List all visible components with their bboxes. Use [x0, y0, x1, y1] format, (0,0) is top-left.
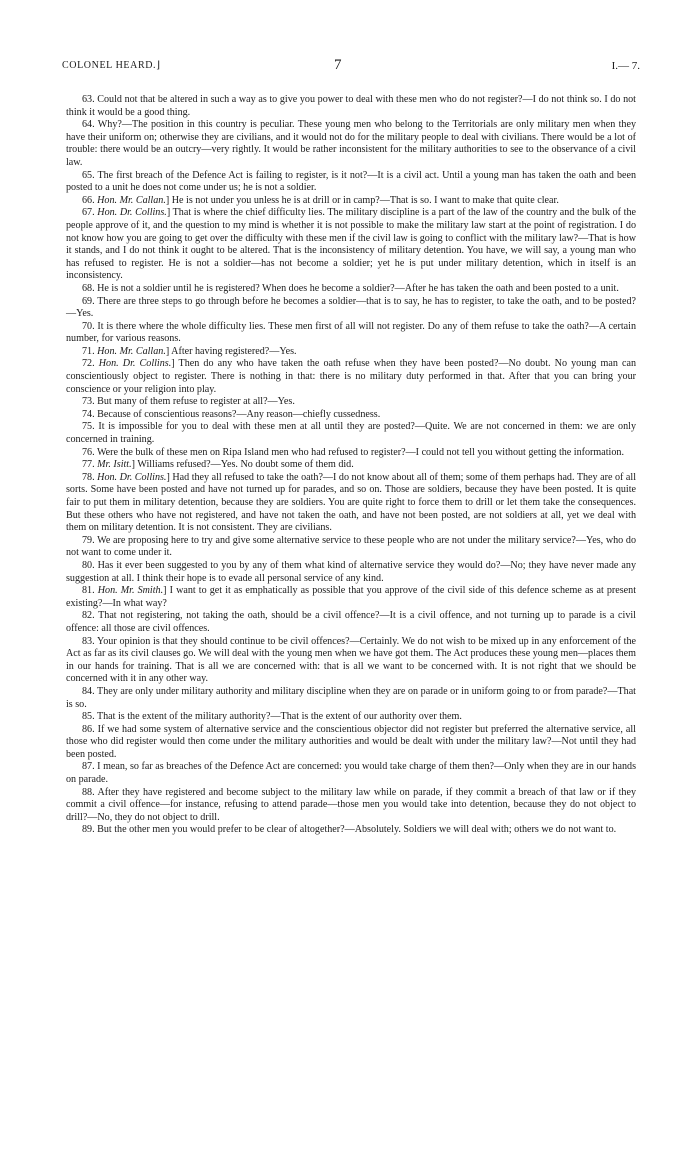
speaker-name: Hon. Mr. Callan. — [97, 194, 166, 206]
testimony-paragraph — [66, 409, 636, 422]
question-number: 66. — [82, 194, 98, 206]
paragraph-text: 68. He is not a soldier until he is registered? When does he become a soldier?—After he has taken the oath and been posted to a unit. — [82, 282, 619, 294]
paragraph-text: 65. The first breach of the Defence Act is failing to register, is it not?—It is a civil act. Until a young man has taken the oath and been posted to a unit he does not come under us; he is not a soldier. — [66, 169, 636, 194]
paragraph-text: ] That is where the chief difficulty lies. The military discipline is a part of the law of the country and the bulk of the people approve of it, and the question to my mind is whether it is not possible to make the military law start at the point of registration. I do not know how you are going to get over the difficulty with these men if the civil law is going to conflict with the military law?—That is how it stands, and I do not think it ought to be altered. That is the inconsistency of military detention. You have, we will say, a young man who has refused to register. He is not a soldier—has not become a soldier; yet he is put under military detention, which in itself is an inconsistency. — [66, 207, 636, 282]
testimony-paragraph — [66, 535, 636, 560]
paragraph-text: ] He is not under you unless he is at drill or in camp?—That is so. I want to make that quite clear. — [165, 194, 559, 206]
paragraph-text: 89. But the other men you would prefer to be clear of altogether?—Absolutely. Soldiers we will deal with; others we do not want to. — [82, 824, 617, 836]
paragraph-text: 82. That not registering, not taking the oath, should be a civil offence?—It is a civil offence, and not turning up to parade is a civil offence: all those are civil offences. — [66, 610, 636, 634]
speaker-name: Mr. Isitt. — [97, 459, 132, 471]
testimony-paragraph — [66, 283, 636, 296]
testimony-paragraph — [66, 396, 636, 409]
testimony-paragraph — [66, 346, 636, 359]
testimony-paragraph — [66, 711, 636, 724]
paragraph-text: 75. It is impossible for you to deal with these men at all until they are posted?—Quite. We are not concerned in them: we are only concerned in training. — [66, 421, 636, 446]
speaker-name: Hon. Mr. Callan. — [97, 345, 166, 357]
paragraph-text: ] Then do any who have taken the oath refuse when they have been posted?—No doubt. No young man can conscientiously object to register. There is nothing in that: there is no military duty performed in that. After that you can bring your conscience or your religion into play. — [66, 358, 636, 395]
testimony-paragraph — [66, 321, 636, 346]
paragraph-text: ] After having registered?—Yes. — [165, 345, 297, 357]
paragraph-text: 88. After they have registered and become subject to the military law while on parade, if they commit a breach of that law or if they commit a civil offence—for instance, refusing to attend parade—those men you would take into detention, because they do not object to drill?—No, they do not object to drill. — [66, 786, 636, 823]
paragraph-text: 87. I mean, so far as breaches of the Defence Act are concerned: you would take charge of them then?—Only when they are in our hands on parade. — [66, 761, 636, 786]
paragraph-text: 64. Why?—The position in this country is peculiar. These young men who belong to the Territorials are only military men when they have their uniform on; otherwise they are civilians, and it would not do for the military people to deal with civilians. There would be a lot of trouble: there would be an outcry—very rightly. It would be rather inconsistent for the military authorities to see to the observance of a civil law. — [66, 119, 636, 168]
testimony-paragraph — [66, 447, 636, 460]
paragraph-text: 63. Could not that be altered in such a way as to give you power to deal with these men who do not register?—I do not think so. I do not think it would be a good thing. — [66, 94, 636, 118]
paragraph-text: 84. They are only under military authority and military discipline when they are on parade or in uniform going to or from parade?—That is so. — [66, 685, 636, 710]
testimony-paragraph — [66, 560, 636, 585]
testimony-paragraph — [66, 636, 636, 686]
paragraph-text: 80. Has it ever been suggested to you by any of them what kind of alternative service they would do?—No; they have never made any suggestion at all. I think their hope is to evade all personal service of any kind. — [66, 559, 636, 584]
paragraph-text: 86. If we had some system of alternative service and the conscientious objector did not register but preferred the alternative service, all those who did register would then come under the military authorities and would be dealt with under the military law?—Not until they had been posted. — [66, 723, 636, 760]
paragraph-text: 73. But many of them refuse to register at all?—Yes. — [82, 396, 295, 408]
question-number: 78. — [82, 471, 98, 483]
question-number: 81. — [82, 585, 98, 597]
testimony-paragraph — [66, 195, 636, 208]
testimony-paragraph — [66, 686, 636, 711]
document-reference: I.— 7. — [611, 60, 640, 72]
testimony-paragraph — [66, 459, 636, 472]
paragraph-text: ] I want to get it as emphatically as possible that you approve of the civil side of this defence scheme as at present existing?—In what way? — [66, 585, 637, 609]
page-number: 7 — [334, 57, 342, 73]
paragraph-text: 69. There are three steps to go through before he becomes a soldier—that is to say, he has to register, to take the oath, and to be posted?—Yes. — [66, 295, 636, 320]
page-header — [62, 57, 640, 76]
testimony-paragraph — [66, 787, 636, 825]
speaker-name: Hon. Mr. Smith. — [97, 585, 164, 597]
paragraph-text: 83. Your opinion is that they should continue to be civil offences?—Certainly. We do not wish to be mixed up in any enforcement of the Act as far as its civil clauses go. We will deal with the young men when we have got them. The Act produces these young men—places them in our hands for training. That is all we are concerned with: that is all we want to be concerned with. It is not right that we should be concerned with it in any other way. — [66, 635, 636, 685]
testimony-paragraph — [66, 358, 636, 396]
testimony-paragraph — [66, 824, 636, 837]
speaker-name: Hon. Dr. Collins. — [97, 471, 167, 483]
paragraph-text: 74. Because of conscientious reasons?—Any reason—chiefly cussedness. — [82, 408, 381, 420]
testimony-paragraph — [66, 472, 636, 535]
question-number: 67. — [82, 207, 98, 219]
paragraph-text: ] Had they all refused to take the oath?—I do not know about all of them; some of them perhaps had. They are of all sorts. Some have been posted and have not turned up for parades, and so on. Those are soldiers, because they have been posted. It is quite fair to put them in military detention, because they are soldiers. You are quite right to force them to drill or let them take the consequences. But these others who have not registered, and have not taken the oath, and have not been posted, are not soldiers at all, yet we deal with them on military detention. It is not consistent. They are civilians. — [66, 471, 636, 534]
paragraph-text: 70. It is there where the whole difficulty lies. These men first of all will not register. Do any of them refuse to take the oath?—A certain number, for various reasons. — [66, 320, 636, 345]
testimony-paragraph — [66, 170, 636, 195]
speaker-name: Hon. Dr. Collins. — [97, 207, 167, 219]
paragraph-text: 79. We are proposing here to try and give some alternative service to these people who are not under the military service?—Yes, who do not want to come under it. — [66, 534, 636, 559]
testimony-paragraph — [66, 94, 636, 119]
header-witness-name: COLONEL HEARD.⌋ — [62, 60, 161, 71]
question-number: 77. — [82, 459, 98, 471]
testimony-paragraph — [66, 296, 636, 321]
paragraph-text: ] Williams refused?—Yes. No doubt some of them did. — [131, 459, 354, 471]
testimony-paragraph — [66, 724, 636, 762]
testimony-paragraph — [66, 421, 636, 446]
question-number: 72. — [82, 358, 99, 370]
testimony-paragraph — [66, 610, 636, 635]
testimony-paragraph — [66, 207, 636, 283]
question-number: 71. — [82, 345, 98, 357]
paragraph-text: 85. That is the extent of the military authority?—That is the extent of our authority over them. — [82, 711, 462, 723]
paragraph-text: 76. Were the bulk of these men on Ripa Island men who had refused to register?—I could not tell you without getting the information. — [82, 446, 624, 458]
testimony-paragraph — [66, 585, 636, 610]
testimony-paragraph — [66, 761, 636, 786]
speaker-name: Hon. Dr. Collins. — [98, 358, 172, 370]
testimony-paragraph — [66, 119, 636, 169]
testimony-body — [66, 94, 636, 837]
